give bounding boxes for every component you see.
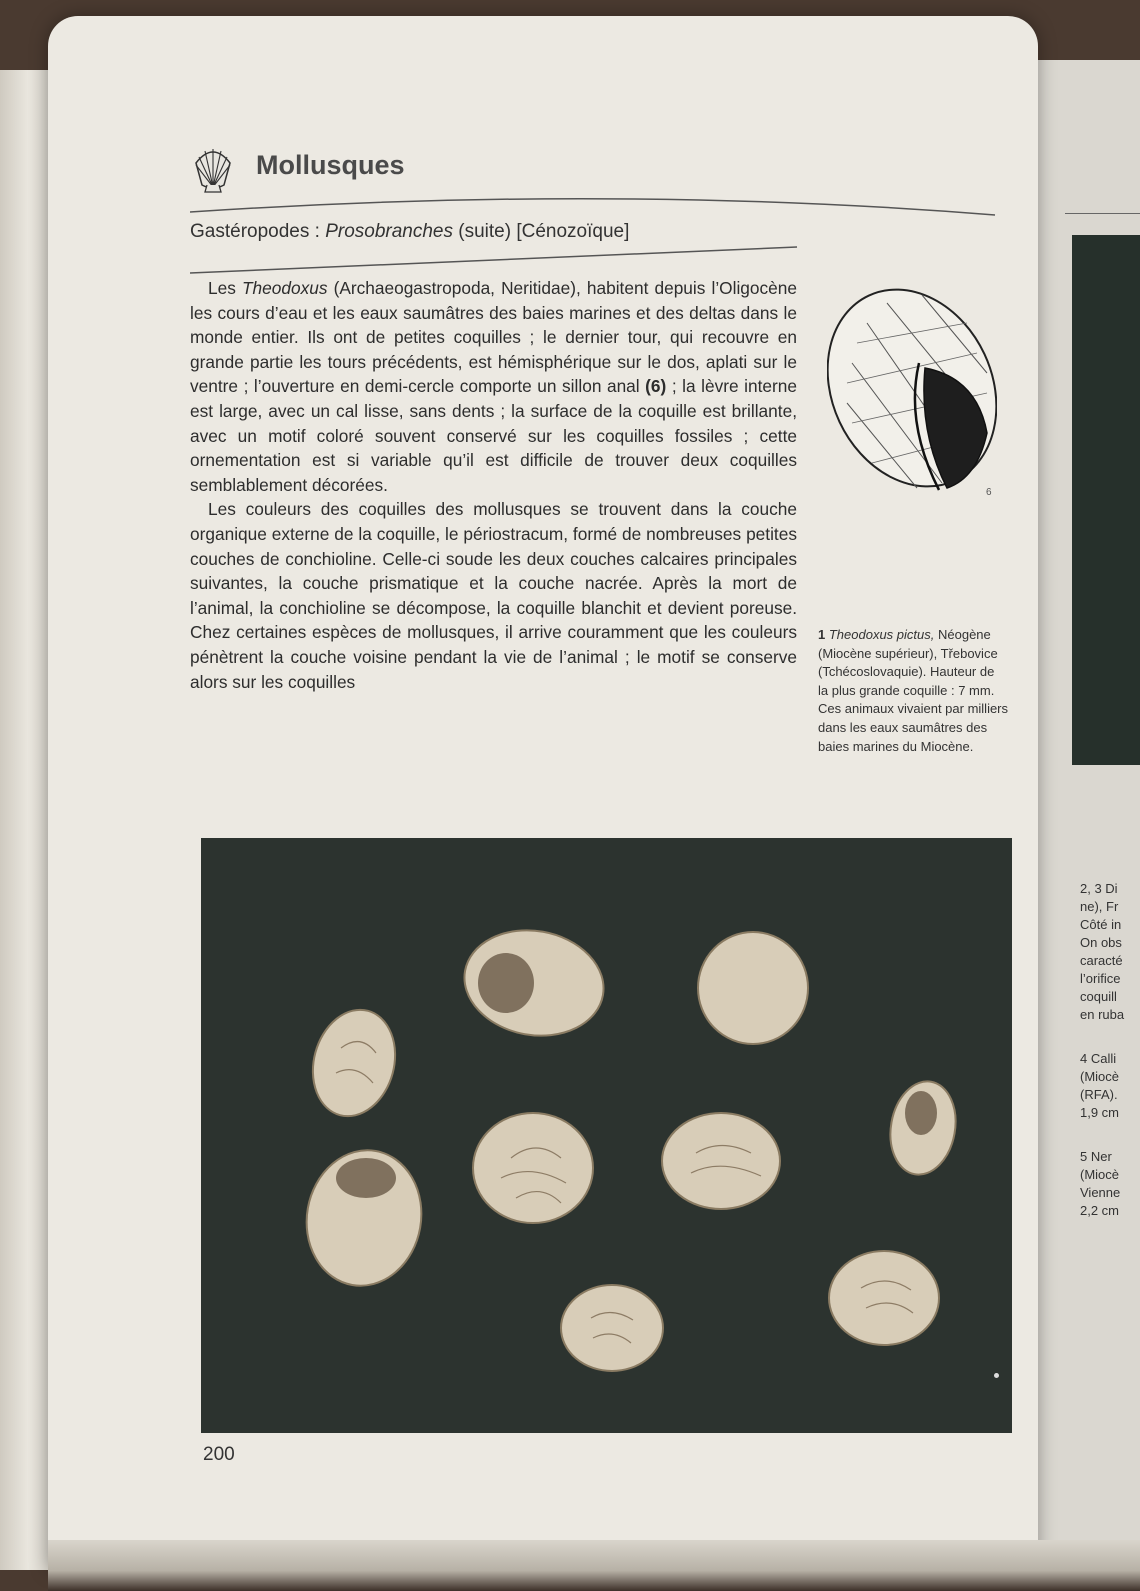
right-caption-line: (RFA). <box>1080 1087 1118 1102</box>
header-rule <box>190 178 1005 218</box>
book-bottom-edge <box>48 1540 1140 1591</box>
shell-illustration <box>827 283 997 498</box>
right-caption-line: (Miocè <box>1080 1069 1120 1084</box>
caption-number: 1 <box>818 627 826 642</box>
right-caption-line: en ruba <box>1080 1007 1125 1022</box>
facing-page-photo <box>1072 235 1140 765</box>
caption-text: Néogène (Miocène supérieur), Třebovice (Tchécoslovaquie). Hauteur de la plus grande coquille : 7 mm. Ces animaux vivaient par milliers dans les eaux saumâtres des baies marines du Miocène. <box>818 627 1009 754</box>
subheading-italic: Prosobranches <box>325 221 453 242</box>
right-caption-line: ne), Fr <box>1080 899 1119 914</box>
subheading-suffix: (suite) [Cénozoïque] <box>453 221 630 242</box>
right-caption-line: caracté <box>1080 953 1123 968</box>
right-caption-line: 2, 3 Di <box>1080 881 1118 896</box>
body-text <box>190 276 797 694</box>
right-caption-line: (Miocè <box>1080 1167 1120 1182</box>
paragraph-1 <box>190 276 797 497</box>
p1-middle: (Archaeogastropoda, Neritidae), habitent depuis l’Oligocène les cours d’eau et les eaux saumâtres des baies marines et des deltas dans le monde entier. Ils ont de petites coquilles ; le dernier tour, qui recouvre en grande partie les tours précédents, est hémisphérique sur le dos, aplati sur le ventre ; l’ouverture en demi-cercle comporte un sillon anal <box>190 278 797 397</box>
right-caption-line: 2,2 cm <box>1080 1203 1120 1218</box>
paragraph-2: Les couleurs des coquilles des mollusques se trouvent dans la couche organique externe de la coquille, le périostracum, formé de nombreuses petites couches de conchioline. Celle-ci soude les deux couches calcaires principales suivantes, la couche prismatique et la couche nacrée. Après la mort de l’animal, la conchioline se décompose, la coquille blanchit et devient poreuse. Chez certaines espèces de mollusques, il arrive couramment que les couleurs pénètrent la couche voisine pendant la vie de l’animal ; le motif se conserve alors sur les coquilles <box>190 499 797 692</box>
p1-start: Les <box>208 278 242 298</box>
p1-genus: Theodoxus <box>241 278 328 298</box>
right-caption-line: On obs <box>1080 935 1122 950</box>
p1-figure-ref: (6) <box>645 376 667 397</box>
subheading-prefix: Gastéropodes : <box>190 221 326 242</box>
right-caption-line: l’orifice <box>1080 971 1121 986</box>
caption-species: Theodoxus pictus, <box>828 627 935 642</box>
page-title: Mollusques <box>256 150 405 180</box>
right-caption-line: 5 Ner <box>1080 1149 1112 1164</box>
p1-end: ; la lèvre interne est large, avec un cal lisse, sans dents ; la surface de la coquille est brillante, avec un motif coloré souvent conservé sur les coquilles fossiles ; cette ornementation est si variable qu’il est difficile de trouver deux coquilles semblablement décorées. <box>190 376 797 495</box>
subheading-rule <box>190 240 800 280</box>
right-caption-line: 4 Calli <box>1080 1051 1117 1066</box>
right-caption-line: Vienne <box>1080 1185 1121 1200</box>
right-caption-line: Côté in <box>1080 917 1122 932</box>
figure-6-label: 6 <box>986 487 992 498</box>
figure-1-caption <box>818 626 1008 756</box>
right-caption-line: 1,9 cm <box>1080 1105 1120 1120</box>
shells-photo <box>201 838 1012 1433</box>
right-caption-line: coquill <box>1080 989 1117 1004</box>
page-number: 200 <box>203 1444 235 1465</box>
facing-page-rule <box>1065 213 1140 214</box>
photo-mark <box>994 1373 999 1378</box>
